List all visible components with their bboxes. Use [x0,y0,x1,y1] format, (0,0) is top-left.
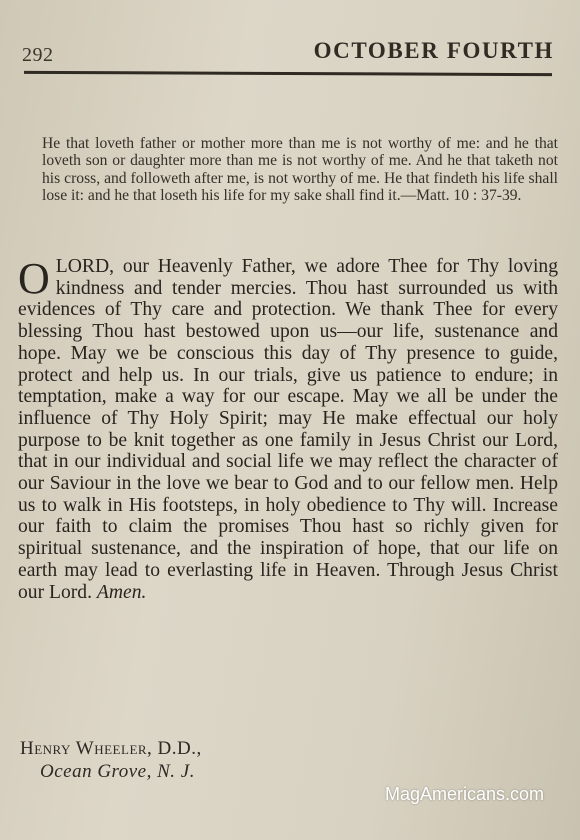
author-location: Ocean Grove, N. J. [40,761,195,782]
prayer-text [18,256,558,603]
page-number: 292 [22,44,54,66]
page-title: OCTOBER FOURTH [313,38,554,63]
prayer-closing: Amen. [96,581,147,603]
author-name: Henry Wheeler, D.D., [20,738,202,759]
prayer-body: LORD, our Heavenly Father, we adore Thee for Thy loving kindness and tender mercies. Thou hast surrounded us with evidences of Thy care and protection. We thank Thee for every blessing Thou hast bestowed upon us—our life, sustenance and hope. May we be conscious this day of Thy presence to guide, protect and help us. In our trials, give us patience to endure; in temptation, make a way for our escape. May we all be under the influence of Thy Holy Spirit; may He make effectual our holy purpose to be knit together as one family in Jesus Christ our Lord, that in our individual and social life we may reflect the character of our Saviour in the love we bear to God and to our fellow men. Help us to walk in His footsteps, in holy obedience to Thy will. Increase our faith to claim the promises Thou hast so richly given for spiritual sustenance, and the inspiration of hope, that our life on earth may lead to everlasting life in Heaven. Through Jesus Christ our Lord. [18,256,558,603]
watermark: MagAmericans.com [384,784,544,804]
scripture-epigraph: He that loveth father or mother more than me is not worthy of me: and he that loveth son or daughter more than me is not worthy of me. And he that taketh not his cross, and followeth after me, is not worthy of me. He that findeth his life shall lose it: and he that loseth his life for my sake shall find it.—Matt. 10 : 37-39. [42,135,558,204]
drop-cap: O [18,254,50,303]
header-rule [24,71,552,76]
